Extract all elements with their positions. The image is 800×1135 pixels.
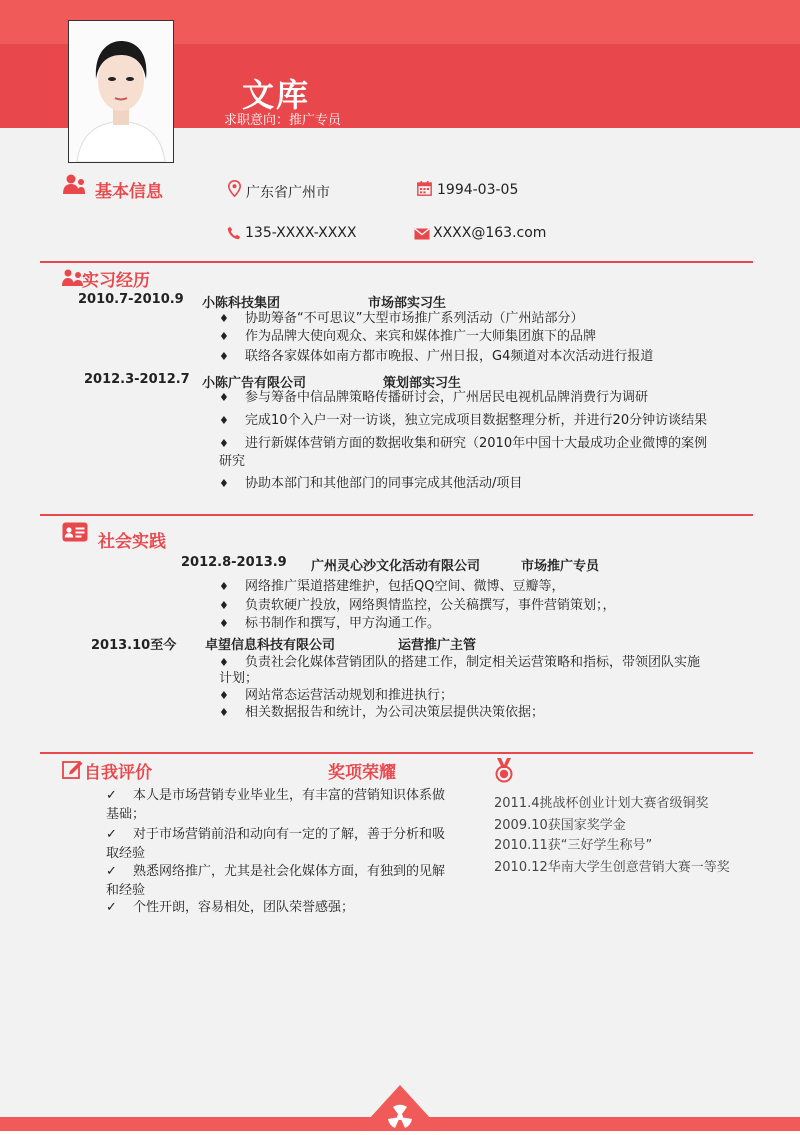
award-item: 2010.12华南大学生创意营销大赛一等奖 (494, 860, 730, 875)
award-item: 2009.10获国家奖学金 (494, 818, 626, 833)
list-item: 网络推广渠道搭建维护，包括QQ空间、微博、豆瓣等， (245, 579, 565, 594)
internship-title: 实习经历 (82, 271, 150, 291)
id-card-icon (62, 522, 88, 546)
social-practice-title: 社会实践 (98, 532, 166, 552)
diamond-bullet: ♦ (219, 414, 229, 427)
portrait-image (69, 21, 173, 162)
job-period: 2012.8-2013.9 (181, 555, 287, 570)
list-item: 作为品牌大使向观众、来宾和媒体推广一大师集团旗下的品牌 (245, 329, 597, 344)
self-eval-title: 自我评价 (84, 763, 152, 783)
job-intent: 求职意向：推广专员 (224, 113, 342, 128)
list-item: 参与筹备中信品牌策略传播研讨会，广州居民电视机品牌消费行为调研 (245, 390, 649, 405)
birthday-text: 1994-03-05 (437, 182, 519, 198)
job-role: 运营推广主管 (398, 638, 477, 653)
list-item: 标书制作和撰写，甲方沟通工作。 (245, 616, 441, 631)
list-item: 完成10个入户一对一访谈，独立完成项目数据整理分析，并进行20分钟访谈结果 (245, 413, 708, 428)
list-item: 相关数据报告和统计，为公司决策层提供决策依据； (245, 705, 545, 720)
award-item: 2011.4挑战杯创业计划大赛省级铜奖 (494, 796, 709, 811)
job-company: 广州灵心沙文化活动有限公司 (311, 559, 481, 574)
check-bullet: ✓ (106, 788, 117, 803)
job-role: 策划部实习生 (383, 376, 462, 391)
diamond-bullet: ♦ (219, 312, 229, 325)
diamond-bullet: ♦ (219, 656, 229, 669)
email-text: XXXX@163.com (433, 225, 547, 241)
list-item: 协助本部门和其他部门的同事完成其他活动/项目 (245, 476, 523, 491)
list-item-continuation: 和经验 (106, 883, 146, 898)
list-item: 进行新媒体营销方面的数据收集和研究（2010年中国十大最成功企业微博的案例 (245, 436, 708, 451)
diamond-bullet: ♦ (219, 437, 229, 450)
location-icon (228, 180, 241, 201)
diamond-bullet: ♦ (219, 330, 229, 343)
list-item: 协助筹备“不可思议”大型市场推广系列活动（广州站部分） (245, 311, 584, 326)
job-company: 小陈广告有限公司 (202, 376, 307, 391)
job-company: 小陈科技集团 (202, 296, 281, 311)
person-icon (62, 174, 86, 200)
list-item: 个性开朗，容易相处，团队荣誉感强； (133, 900, 355, 915)
divider (40, 752, 753, 754)
job-role: 市场推广专员 (521, 559, 600, 574)
list-item: 联络各家媒体如南方都市晚报、广州日报，G4频道对本次活动进行报道 (245, 349, 654, 364)
check-bullet: ✓ (106, 827, 117, 842)
profile-photo (68, 20, 174, 163)
diamond-bullet: ♦ (219, 599, 229, 612)
diamond-bullet: ♦ (219, 580, 229, 593)
job-role: 市场部实习生 (368, 296, 447, 311)
check-bullet: ✓ (106, 864, 117, 879)
list-item-continuation: 取经验 (106, 846, 146, 861)
diamond-bullet: ♦ (219, 689, 229, 702)
job-period: 2012.3-2012.7 (84, 372, 190, 387)
list-item: 对于市场营销前沿和动向有一定的了解，善于分析和吸 (133, 827, 446, 842)
person-group-icon (62, 268, 84, 292)
list-item: 熟悉网络推广，尤其是社会化媒体方面，有独到的见解 (133, 864, 446, 879)
award-item: 2010.11获“三好学生称号” (494, 838, 653, 853)
list-item: 网站常态运营活动规划和推进执行； (245, 688, 454, 703)
email-icon (414, 225, 430, 244)
list-item: 本人是市场营销专业毕业生，有丰富的营销知识体系做 (133, 788, 446, 803)
job-company: 卓望信息科技有限公司 (205, 638, 336, 653)
phone-text: 135-XXXX-XXXX (245, 225, 357, 241)
location-text: 广东省广州市 (246, 185, 330, 201)
diamond-bullet: ♦ (219, 617, 229, 630)
diamond-bullet: ♦ (219, 391, 229, 404)
divider (40, 514, 753, 516)
calendar-icon (417, 181, 432, 200)
job-period: 2010.7-2010.9 (78, 292, 184, 307)
candidate-name: 文库 (242, 76, 311, 114)
diamond-bullet: ♦ (219, 477, 229, 490)
diamond-bullet: ♦ (219, 350, 229, 363)
list-item: 负责社会化媒体营销团队的搭建工作，制定相关运营策略和指标，带领团队实施 (245, 655, 701, 670)
list-item-continuation: 研究 (219, 454, 246, 469)
diamond-bullet: ♦ (219, 706, 229, 719)
list-item-continuation: 计划； (219, 671, 259, 686)
awards-title: 奖项荣耀 (328, 763, 396, 783)
divider (40, 261, 753, 263)
footer-emblem (358, 1085, 442, 1135)
medal-icon (493, 757, 515, 787)
job-period: 2013.10至今 (91, 638, 177, 653)
list-item: 负责软硬广投放，网络舆情监控，公关稿撰写，事件营销策划；， (245, 598, 616, 613)
list-item-continuation: 基础； (106, 807, 146, 822)
edit-icon (62, 758, 84, 784)
basic-info-title: 基本信息 (95, 182, 163, 202)
check-bullet: ✓ (106, 900, 117, 915)
phone-icon (227, 225, 241, 244)
